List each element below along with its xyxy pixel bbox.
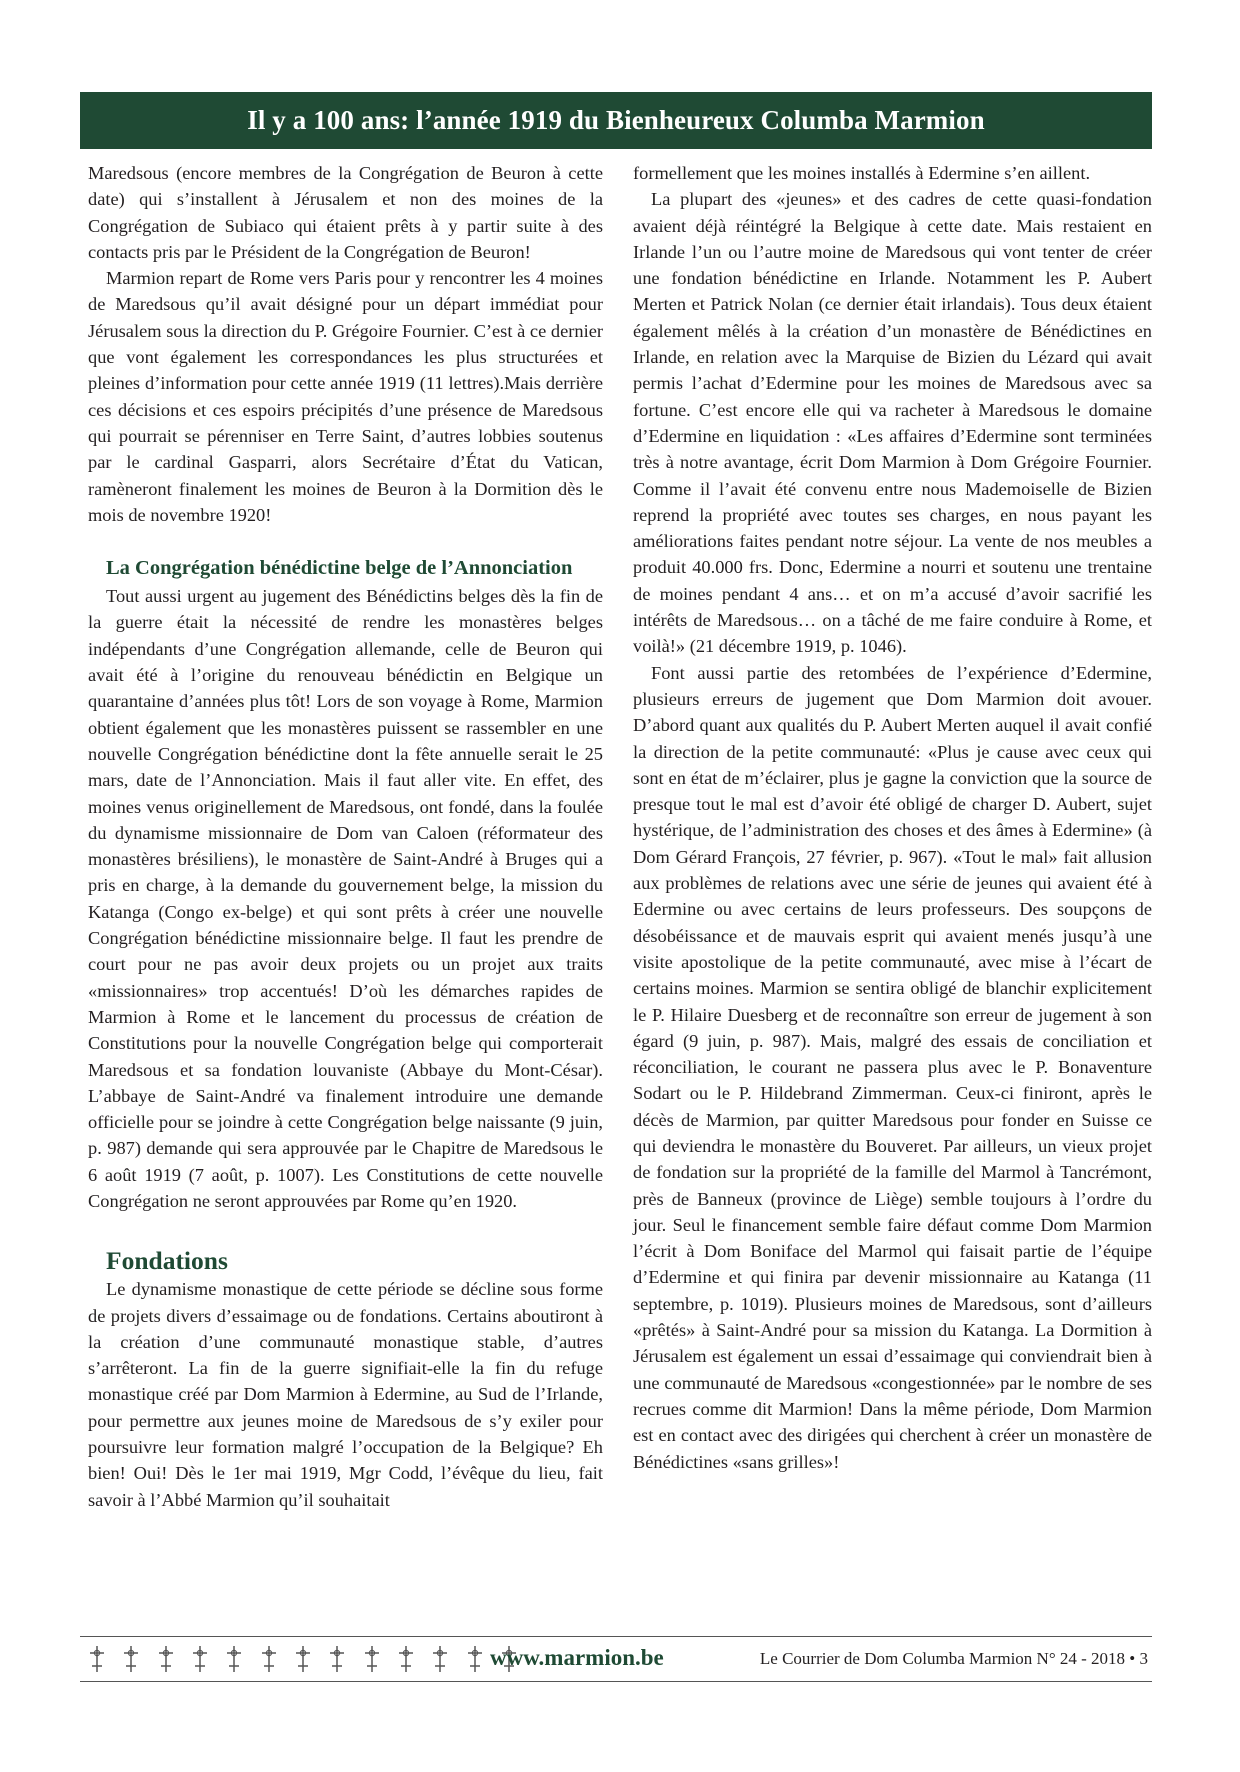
cross-ornament-icon (225, 1644, 243, 1674)
cross-ornament-icon (157, 1644, 175, 1674)
cross-ornament-icon (191, 1644, 209, 1674)
cross-ornament-icon (431, 1644, 449, 1674)
paragraph: formellement que les moines installés à Edermine s’en aillent. (633, 163, 1091, 183)
page-footer (80, 1636, 1152, 1682)
section-heading-fondations: Fondations (106, 1246, 228, 1276)
cross-ornament-icon (294, 1644, 312, 1674)
paragraph: La plupart des «jeunes» et des cadres de cette quasi-fondation avaient déjà réintégré la Belgique à cette date. Mais restaient en Irlande l’un ou l’autre moine de Maredsous qui vont tenter de créer une fondation bénédictine en Irlande. Notamment les P. Aubert Merten et Patrick Nolan (ce dernier était irlandais). Tous deux étaient également mêlés à la création d’un monastère de Bénédictines en Irlande, en relation avec la Marquise de Bizien du Lézard qui avait permis l’achat d’Edermine pour les moines de Maredsous avec sa fortune. C’est encore elle qui va racheter à Maredsous le domaine d’Edermine en liquidation : «Les affaires d’Edermine sont terminées très à notre avantage, écrit Dom Marmion à Dom Grégoire Fournier. Comme il l’avait été convenu entre nous Mademoiselle de Bizien reprend la propriété avec toutes ses charges, en nous payant les améliorations faites pendant notre séjour. La vente de nos meubles a produit 40.000 frs. Donc, Edermine a nourri et soutenu une trentaine de moines pendant 4 ans… et on m’a accusé d’avoir sacrifié les intérêts de Maredsous… on a tâché de me faire conduire à Rome, et voilà!» (21 décembre 1919, p. 1046). (633, 189, 1152, 657)
cross-ornament-icon (122, 1644, 140, 1674)
cross-ornament-icon (328, 1644, 346, 1674)
paragraph: Le dynamisme monastique de cette période se décline sous forme de projets divers d’essaimage ou de fondations. Certains aboutiront à la création d’une communauté monastique stable, d’autres s’arrêteront. La fin de la guerre signifiait-elle la fin du refuge monastique créé par Dom Marmion à Edermine, au Sud de l’Irlande, pour permettre aux jeunes moine de Maredsous de s’y exiler pour poursuivre leur formation malgré l’occupation de la Belgique? Eh bien! Oui! Dès le 1er mai 1919, Mgr Codd, l’évêque du lieu, fait savoir à l’Abbé Marmion qu’il souhaitait (88, 1279, 603, 1510)
header-banner (80, 92, 1152, 149)
footer-ornament (88, 1643, 518, 1675)
cross-ornament-icon (260, 1644, 278, 1674)
page-title: Il y a 100 ans: l’année 1919 du Bienheureux Columba Marmion (247, 105, 985, 135)
left-column (88, 160, 603, 1513)
section-heading-annonciation: La Congrégation bénédictine belge de l’Annonciation (106, 557, 573, 580)
paragraph: Marmion repart de Rome vers Paris pour y rencontrer les 4 moines de Maredsous qu’il avait désigné pour un départ immédiat pour Jérusalem sous la direction du P. Grégoire Fournier. C’est à ce dernier que vont également les correspondances les plus structurées et pleines d’information pour cette année 1919 (11 lettres).Mais derrière ces décisions et ces espoirs précipités d’une présence de Maredsous qui pourrait se pérenniser en Terre Saint, d’autres lobbies soutenus par le cardinal Gasparri, alors Secrétaire d’État du Vatican, ramèneront finalement les moines de Beuron à la Dormition dès le mois de novembre 1920! (88, 268, 603, 525)
cross-ornament-icon (88, 1644, 106, 1674)
footer-link[interactable]: www.marmion.be (490, 1645, 664, 1670)
cross-ornament-icon (363, 1644, 381, 1674)
cross-ornament-icon (466, 1644, 484, 1674)
cross-ornament-icon (397, 1644, 415, 1674)
footer-issue-info: Le Courrier de Dom Columba Marmion N° 24 - 2018 • 3 (759, 1649, 1148, 1668)
paragraph: Maredsous (encore membres de la Congrégation de Beuron à cette date) qui s’installent à Jérusalem et non des moines de la Congrégation de Subiaco qui étaient prêts à y partir suite à des contacts pris par le Président de la Congrégation de Beuron! (88, 163, 603, 262)
paragraph: Tout aussi urgent au jugement des Bénédictins belges dès la fin de la guerre était la nécessité de rendre les monastères belges indépendants d’une Congrégation allemande, celle de Beuron qui avait été à l’origine du renouveau bénédictin en Belgique un quarantaine d’années plus tôt! Lors de son voyage à Rome, Marmion obtient également que les monastères puissent se rassembler en une nouvelle Congrégation bénédictine dont la fête annuelle serait le 25 mars, date de l’Annonciation. Mais il faut aller vite. En effet, des moines venus originellement de Maredsous, ont fondé, dans la foulée du dynamisme missionnaire de Dom van Caloen (réformateur des monastères brésiliens), le monastère de Saint-André à Bruges qui a pris en charge, à la demande du gouvernement belge, la mission du Katanga (Congo ex-belge) et qui sont prêts à créer une nouvelle Congrégation bénédictine missionnaire belge. Il faut les prendre de court pour ne pas avoir deux projets ou un projet aux traits «missionnaires» trop accentués! D’où les démarches rapides de Marmion à Rome et le lancement du processus de création de Constitutions pour la nouvelle Congrégation belge qui comporterait Maredsous et sa fondation louvaniste (Abbaye du Mont-César). L’abbaye de Saint-André va finalement introduire une demande officielle pour se joindre à cette Congrégation belge naissante (9 juin, p. 987) demande qui sera approuvée par le Chapitre de Maredsous le 6 août 1919 (7 août, p. 1007). Les Constitutions de cette nouvelle Congrégation ne seront approuvées par Rome qu’en 1920. (88, 586, 603, 1211)
right-column (633, 160, 1152, 1475)
paragraph: Font aussi partie des retombées de l’expérience d’Edermine, plusieurs erreurs de jugement que Dom Marmion doit avouer. D’abord quant aux qualités du P. Aubert Merten auquel il avait confié la direction de la petite communauté: «Plus je cause avec ceux qui sont en état de m’éclairer, plus je gagne la conviction que la source de presque tout le mal est d’avoir été obligé de charger D. Aubert, sujet hystérique, de l’administration des choses et des âmes à Edermine» (à Dom Gérard François, 27 février, p. 967). «Tout le mal» fait allusion aux problèmes de relations avec une série de jeunes qui avaient été à Edermine ou avec certains de leurs professeurs. Des soupçons de désobéissance et de mauvais esprit qui avaient menés jusqu’à une visite apostolique de la petite communauté, avec mise à l’écart de certains moines. Marmion se sentira obligé de blanchir explicitement le P. Hilaire Duesberg et de reconnaître son erreur de jugement à son égard (9 juin, p. 987). Mais, malgré des essais de conciliation et réconciliation, le courant ne passera plus avec le P. Bonaventure Sodart ou le P. Hildebrand Zimmerman. Ceux-ci finiront, après le décès de Marmion, par quitter Maredsous pour fonder en Suisse ce qui deviendra le monastère du Bouveret. Par ailleurs, un vieux projet de fondation sur la propriété de la famille del Marmol à Tancrémont, près de Banneux (province de Liège) semble toujours à l’ordre du jour. Seul le financement semble faire défaut comme Dom Marmion l’écrit à Dom Boniface del Marmol qui faisait partie de l’équipe d’Edermine et qui finira par devenir missionnaire au Katanga (11 septembre, p. 1019). Plusieurs moines de Maredsous, sont d’ailleurs «prêtés» à Saint-André pour sa mission du Katanga. La Dormition à Jérusalem est également un essai d’essaimage qui conviendrait bien à une communauté de Maredsous «congestionnée» par le nombre de ses recrues comme dit Marmion! Dans la même période, Dom Marmion est en contact avec des dirigées qui cherchent à créer un monastère de Bénédictines «sans grilles»! (633, 662, 1152, 1472)
